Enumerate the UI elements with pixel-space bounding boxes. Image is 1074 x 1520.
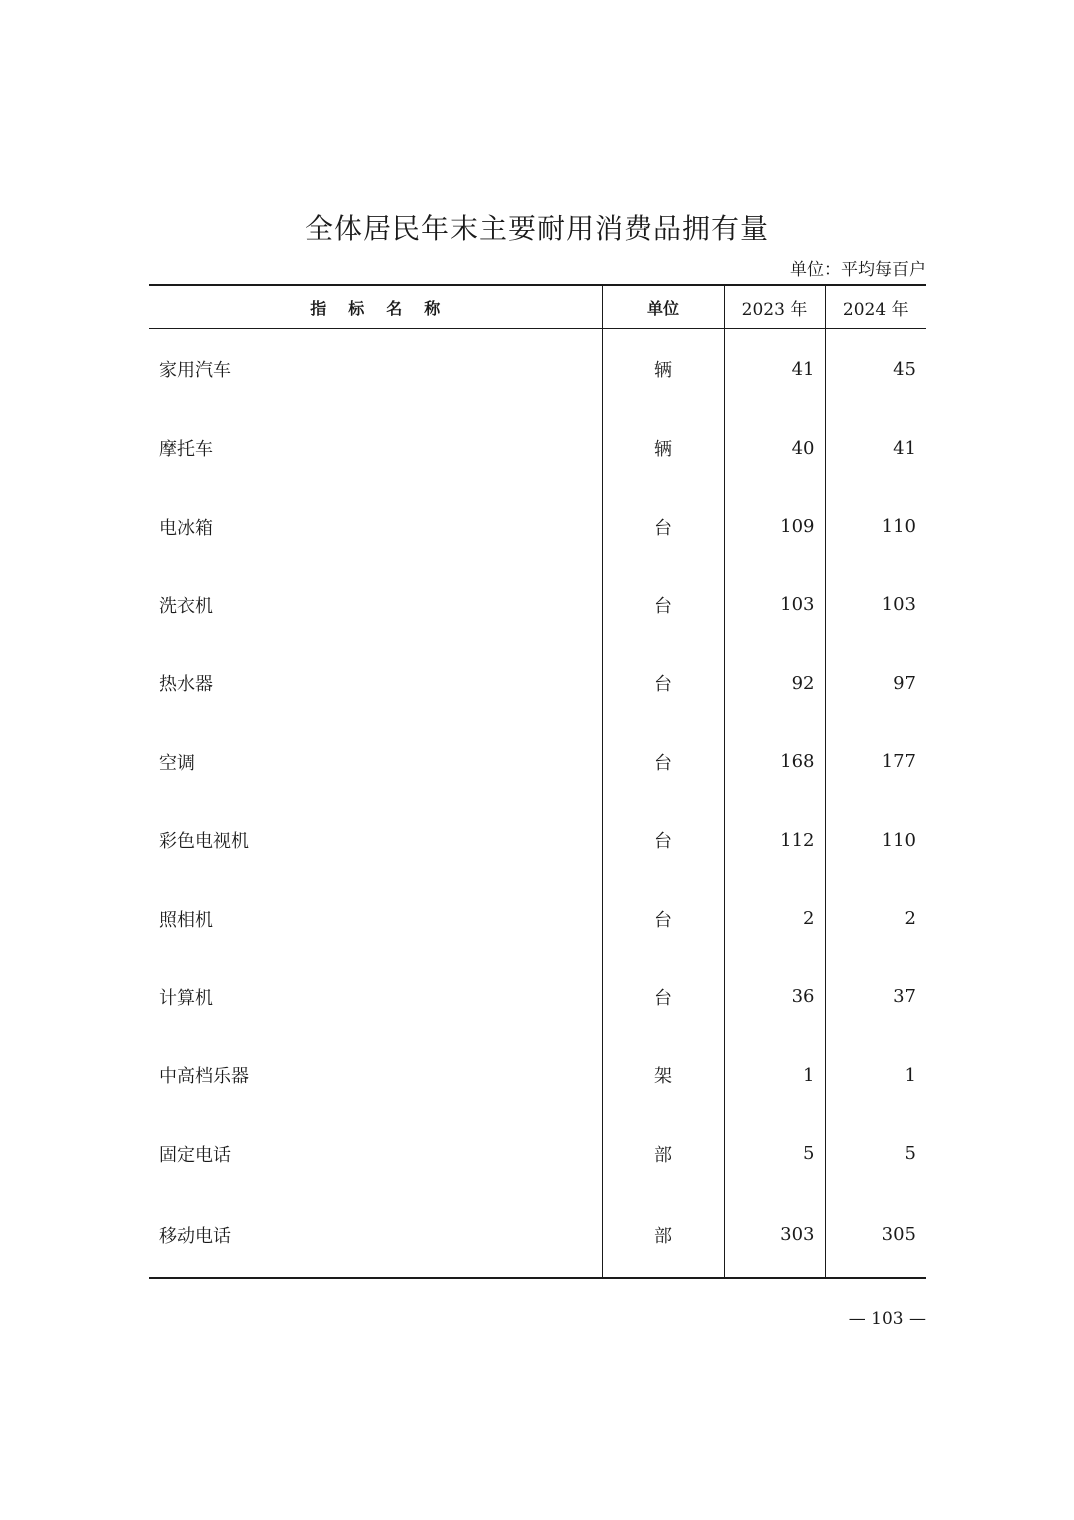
row-indicator-name: 移动电话 — [159, 1225, 231, 1247]
row-value-2024: 2 — [825, 879, 926, 957]
table-row — [149, 409, 926, 487]
table-row — [149, 644, 926, 722]
table-row — [149, 329, 926, 410]
row-unit: 部 — [602, 1115, 724, 1193]
row-value-2024: 177 — [825, 723, 926, 801]
row-value-2024: 1 — [825, 1036, 926, 1114]
row-value-2023: 303 — [724, 1193, 825, 1278]
row-unit: 辆 — [602, 409, 724, 487]
row-indicator-name: 洗衣机 — [159, 595, 213, 617]
row-value-2023: 5 — [724, 1115, 825, 1193]
row-unit: 台 — [602, 644, 724, 722]
row-value-2023: 109 — [724, 487, 825, 565]
table-row — [149, 1193, 926, 1278]
row-indicator-name: 固定电话 — [159, 1144, 231, 1166]
row-value-2024: 45 — [825, 329, 926, 410]
row-value-2024: 110 — [825, 487, 926, 565]
unit-note: 单位：平均每百户 — [790, 260, 926, 280]
table-body — [149, 329, 926, 1278]
header-indicator-name: 指标名称 — [310, 298, 463, 318]
row-value-2024: 110 — [825, 801, 926, 879]
row-value-2024: 5 — [825, 1115, 926, 1193]
table-header-row — [149, 285, 926, 329]
row-unit: 台 — [602, 566, 724, 644]
row-value-2023: 112 — [724, 801, 825, 879]
row-value-2023: 2 — [724, 879, 825, 957]
row-value-2024: 41 — [825, 409, 926, 487]
header-year-2024: 2024 年 — [825, 285, 926, 329]
row-value-2024: 37 — [825, 958, 926, 1036]
row-value-2024: 305 — [825, 1193, 926, 1278]
header-year-2023: 2023 年 — [724, 285, 825, 329]
table-row — [149, 1036, 926, 1114]
row-indicator-name: 计算机 — [159, 987, 213, 1009]
row-indicator-name: 彩色电视机 — [159, 831, 249, 853]
header-unit: 单位 — [602, 285, 724, 329]
durable-goods-table — [149, 284, 926, 1279]
row-value-2023: 40 — [724, 409, 825, 487]
row-indicator-name: 空调 — [159, 752, 195, 774]
table-row — [149, 1115, 926, 1193]
table-row — [149, 958, 926, 1036]
row-value-2023: 103 — [724, 566, 825, 644]
row-unit: 台 — [602, 958, 724, 1036]
row-unit: 架 — [602, 1036, 724, 1114]
page-number: — 103 — — [848, 1309, 926, 1329]
row-indicator-name: 中高档乐器 — [159, 1066, 249, 1088]
row-indicator-name: 热水器 — [159, 674, 213, 696]
row-indicator-name: 摩托车 — [159, 439, 213, 461]
row-value-2023: 41 — [724, 329, 825, 410]
row-value-2024: 103 — [825, 566, 926, 644]
row-value-2023: 36 — [724, 958, 825, 1036]
row-value-2023: 1 — [724, 1036, 825, 1114]
row-indicator-name: 电冰箱 — [159, 517, 213, 539]
row-unit: 台 — [602, 723, 724, 801]
data-table-container — [149, 284, 926, 1279]
row-value-2023: 168 — [724, 723, 825, 801]
row-unit: 辆 — [602, 329, 724, 410]
row-value-2023: 92 — [724, 644, 825, 722]
table-row — [149, 879, 926, 957]
table-row — [149, 487, 926, 565]
row-unit: 台 — [602, 801, 724, 879]
page-title: 全体居民年末主要耐用消费品拥有量 — [304, 212, 769, 245]
table-row — [149, 801, 926, 879]
row-indicator-name: 照相机 — [159, 909, 213, 931]
row-unit: 台 — [602, 879, 724, 957]
row-unit: 台 — [602, 487, 724, 565]
row-value-2024: 97 — [825, 644, 926, 722]
table-row — [149, 723, 926, 801]
table-row — [149, 566, 926, 644]
row-indicator-name: 家用汽车 — [159, 360, 231, 381]
row-unit: 部 — [602, 1193, 724, 1278]
